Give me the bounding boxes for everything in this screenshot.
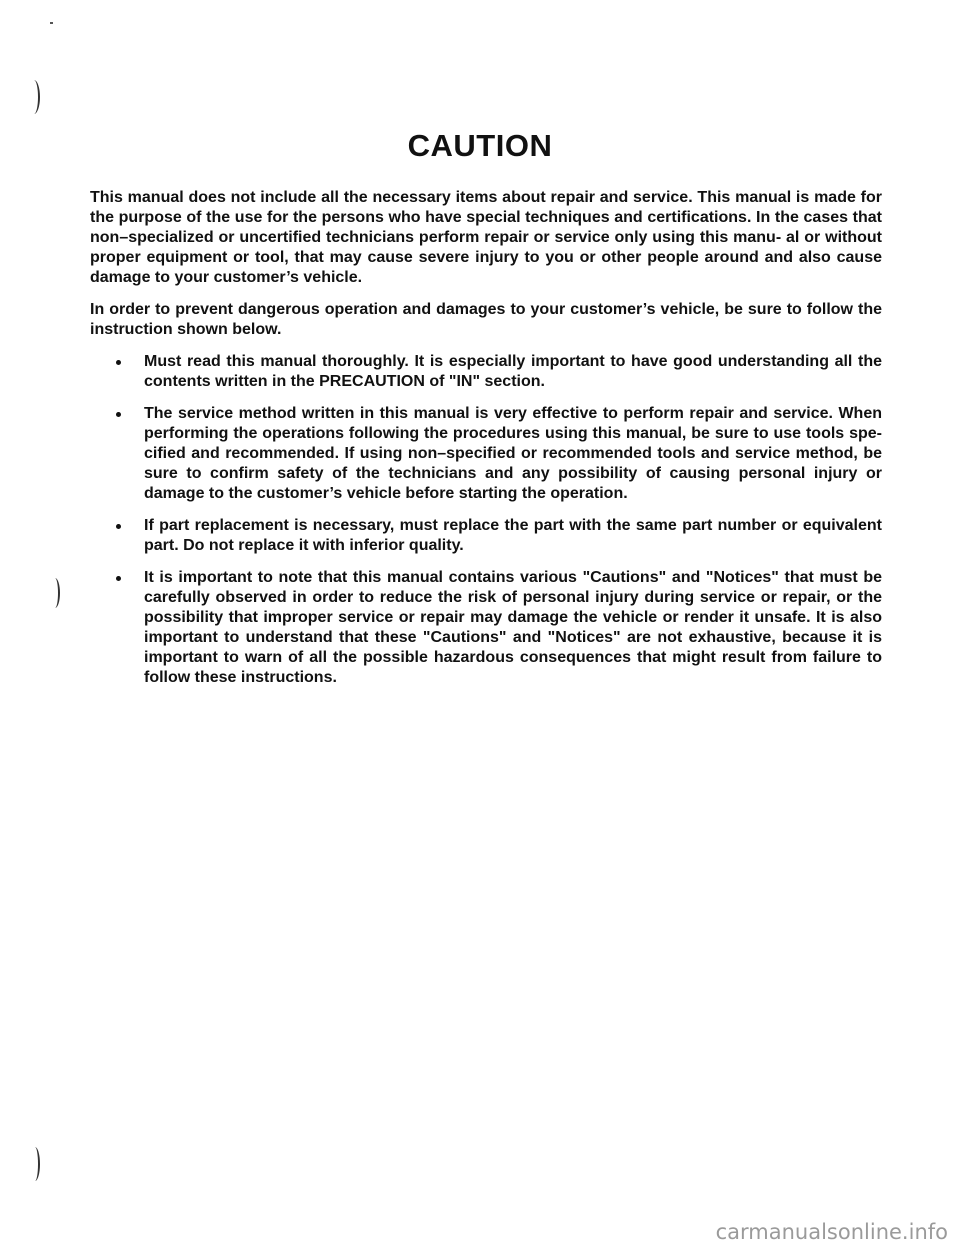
bullet-icon [116,360,121,365]
list-item [90,352,882,392]
scan-mark [30,1147,40,1181]
bullet-icon [116,524,121,529]
list-item-text: The service method written in this manual is very effective to perform repair and service. When performing the operations following the procedures using this manual, be sure to use tools spe- cified and recommended. If using non–specified or recommended tools and service method, be sure to confirm safety of the technicians and any possibility of causing personal injury or damage to the customer’s vehicle before starting the operation. [144,405,882,502]
caution-body [90,188,882,700]
list-item [90,404,882,504]
list-item-text: If part replacement is necessary, must replace the part with the same part number or equivalent part. Do not replace it with inferior quality. [144,517,882,554]
instruction-paragraph: In order to prevent dangerous operation and damages to your customer’s vehicle, be sure to follow the instruction shown below. [90,301,882,338]
intro-paragraph: This manual does not include all the necessary items about repair and service. This manual is made for the purpose of the use for the persons who have special techniques and certifications. In the cases that non–specialized or uncertified technicians perform repair or service only using this manu- al or without proper equipment or tool, that may cause severe injury to you or other people around and also cause damage to your customer’s vehicle. [90,189,882,286]
list-item-text: It is important to note that this manual contains various "Cautions" and "Notices" that must be carefully observed in order to reduce the risk of personal injury during service or repair, or the possibility that improper service or repair may damage the vehicle or render it unsafe. It is also important to understand that these "Cautions" and "Notices" are not exhaustive, because it is important to warn of all the possible hazardous consequences that might result from failure to follow these instructions. [144,569,882,686]
list-item-text: Must read this manual thoroughly. It is especially important to have good understanding all the contents written in the PRECAUTION of "IN" section. [144,353,882,390]
bullet-icon [116,576,121,581]
list-item [90,568,882,688]
scan-speck [50,22,53,24]
scan-mark [50,578,60,608]
list-item [90,516,882,556]
instruction-list [90,352,882,688]
page-title: CAUTION [407,128,553,163]
scan-mark [28,80,40,114]
watermark-text: carmanualsonline.info [715,1220,948,1244]
bullet-icon [116,412,121,417]
